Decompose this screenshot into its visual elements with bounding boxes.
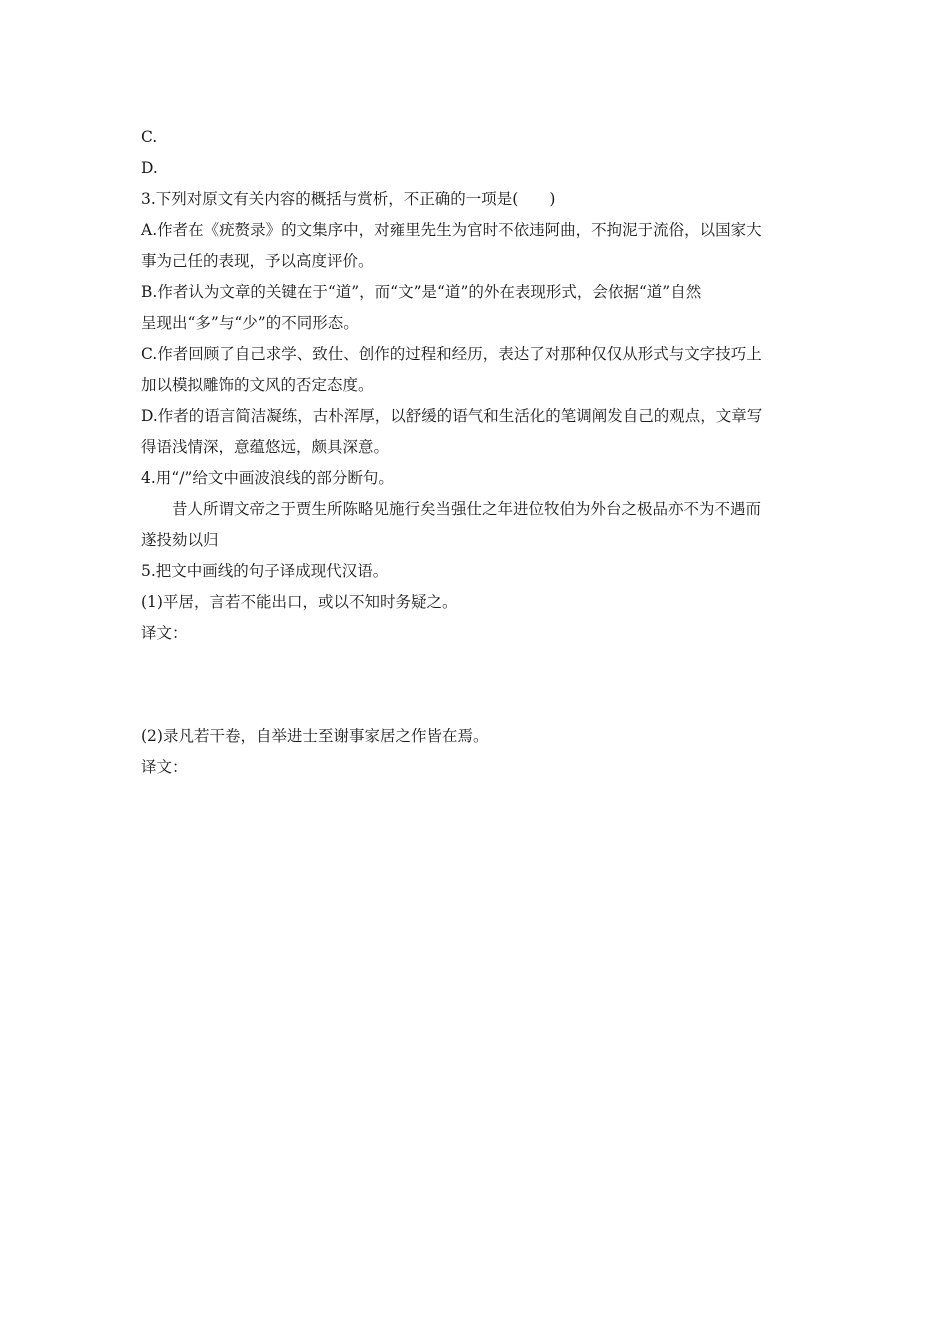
passage-line-2: 遂投劾以归 [141, 531, 219, 549]
question-3-option-a-line-2: 事为己任的表现，予以高度评价。 [141, 252, 374, 270]
answer-1-blank-space [141, 649, 813, 721]
question-4-title: 4.用“/”给文中画波浪线的部分断句。 [141, 469, 394, 487]
document-page [141, 122, 813, 783]
question-3-option-d-line-2: 得语浅情深，意蕴悠远，颇具深意。 [141, 438, 390, 456]
question-3-option-c-line-2: 加以模拟雕饰的文风的否定态度。 [141, 376, 374, 394]
question-3-option-b-line-1: B.作者认为文章的关键在于“道”，而“文”是“道”的外在表现形式，会依据“道”自然 [141, 283, 702, 301]
question-5-answer-1-label: 译文： [141, 624, 188, 642]
option-d-blank: D. [141, 159, 158, 177]
question-3-option-a-line-1: A.作者在《疣赘录》的文集序中，对雍里先生为官时不依违阿曲，不拘泥于流俗，以国家大 [141, 221, 762, 239]
question-5-item-1: (1)平居，言若不能出口，或以不知时务疑之。 [141, 593, 458, 611]
question-3-option-c-line-1: C.作者回顾了自己求学、致仕、创作的过程和经历，表达了对那种仅仅从形式与文字技巧上 [141, 345, 762, 363]
option-c-blank: C. [141, 128, 158, 146]
question-3-option-b-line-2: 呈现出“多”与“少”的不同形态。 [141, 314, 359, 332]
question-5-title: 5.把文中画线的句子译成现代汉语。 [141, 562, 389, 580]
question-5-answer-2-label: 译文： [141, 758, 188, 776]
passage-line-1: 昔人所谓文帝之于贾生所陈略见施行矣当强仕之年进位牧伯为外台之极品亦不为不遇而 [172, 500, 762, 518]
question-3-option-d-line-1: D.作者的语言简洁凝练，古朴浑厚，以舒缓的语气和生活化的笔调阐发自己的观点，文章写 [141, 407, 763, 425]
question-5-item-2: (2)录凡若干卷，自举进士至谢事家居之作皆在焉。 [141, 727, 489, 745]
question-3-title: 3.下列对原文有关内容的概括与赏析，不正确的一项是( ) [141, 190, 556, 208]
